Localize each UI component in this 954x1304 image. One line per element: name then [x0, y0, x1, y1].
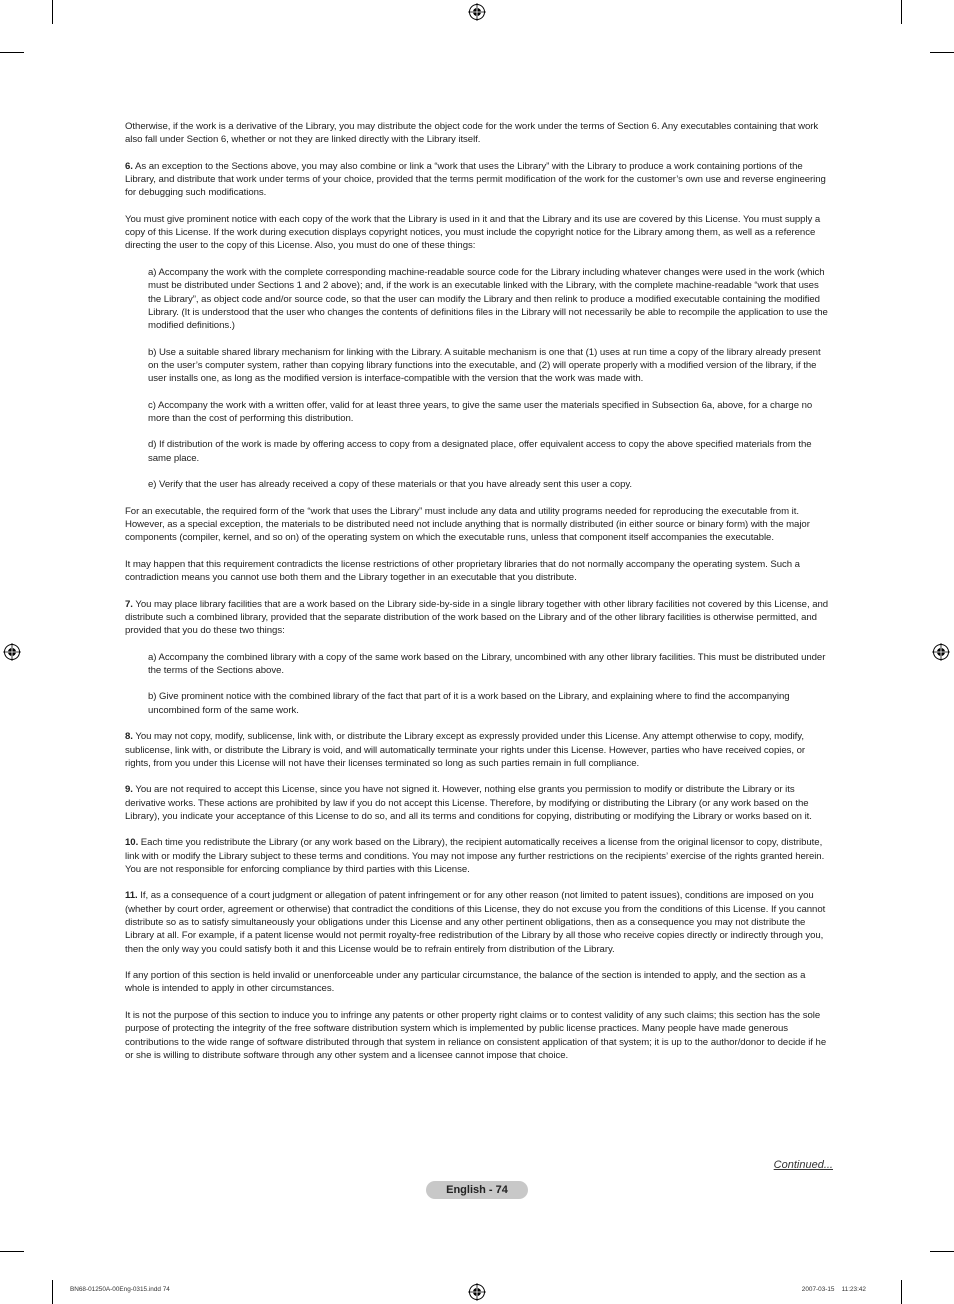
registration-mark-icon	[3, 643, 21, 661]
footer-file-name: BN68-01250A-00Eng-0315.indd 74	[70, 1286, 170, 1293]
crop-mark	[901, 0, 902, 24]
registration-mark-icon	[932, 643, 950, 661]
paragraph-text: c) Accompany the work with a written offer, valid for at least three years, to give the same user the materials specified in Subsection 6a, above, for a charge no more than the cost of performing this distribution.	[148, 399, 813, 424]
paragraph	[125, 783, 830, 823]
section-number: 10.	[125, 837, 139, 849]
paragraph	[125, 213, 830, 253]
paragraph-text: As an exception to the Sections above, you may also combine or link a “work that uses the Library” with the Library to produce a work containing portions of the Library, and distribute that work under terms of your choice, provided that the terms permit modification of the work for the customer’s own use and reverse engineering for debugging such modifications.	[125, 160, 826, 199]
paragraph-text: You may not copy, modify, sublicense, link with, or distribute the Library except as expressly provided under this License. Any attempt otherwise to copy, modify, sublicense, link with, or distribute the Library is void, and will automatically terminate your rights under this License. However, parties who have received copies, or rights, from you under this License will not have their licenses terminated so long as such parties remain in full compliance.	[125, 731, 806, 769]
indented-paragraph	[148, 266, 830, 332]
paragraph	[125, 1009, 830, 1062]
indented-paragraph	[148, 478, 830, 491]
paragraph	[125, 120, 830, 147]
crop-mark	[0, 52, 24, 53]
indented-paragraph	[148, 346, 830, 386]
indented-paragraph	[148, 690, 830, 717]
paragraph-text: It is not the purpose of this section to induce you to infringe any patents or other property right claims or to contest validity of any such claims; this section has the sole purpose of protecting the integrity of the free software distribution system which is implemented by public license practices. Many people have made generous contributions to the wide range of software distributed through that system in reliance on consistent application of that system; it is up to the author/donor to decide if he or she is willing to distribute software through any other system and a licensee cannot impose that choice.	[125, 1009, 827, 1061]
paragraph-text: d) If distribution of the work is made by offering access to copy from a designated place, offer equivalent access to copy the above specified materials from the same place.	[148, 439, 812, 464]
paragraph-text: a) Accompany the work with the complete corresponding machine-readable source code for the Library including whatever changes were used in the work (which must be distributed under Sections 1 and 2 above); and, if the work is an executable linked with the Library, with the complete machine-readable “work that uses the Library”, as object code and/or source code, so that the user can modify the Library and then relink to produce a modified executable containing the modified Library. (It is understood that the user who changes the contents of definitions files in the Library will not necessarily be able to recompile the application to use the modified definitions.)	[148, 266, 828, 332]
license-body	[125, 120, 830, 1075]
section-number: 11.	[125, 890, 138, 902]
paragraph-text: a) Accompany the combined library with a copy of the same work based on the Library, uncombined with any other library facilities. This must be distributed under the terms of the Sections above.	[148, 651, 826, 676]
crop-mark	[930, 1251, 954, 1252]
registration-mark-icon	[468, 1283, 486, 1301]
section-number: 6.	[125, 160, 133, 172]
crop-mark	[52, 0, 53, 24]
paragraph	[125, 836, 830, 876]
paragraph	[125, 558, 830, 585]
paragraph-text: It may happen that this requirement contradicts the license restrictions of other proprietary libraries that do not normally accompany the operating system. Such a contradiction means you cannot use both them and the Library together in an executable that you distribute.	[125, 558, 800, 584]
paragraph-text: If any portion of this section is held invalid or unenforceable under any particular circumstance, the balance of the section is intended to apply, and the section as a whole is intended to apply in other circumstances.	[125, 970, 806, 995]
paragraph	[125, 160, 830, 200]
paragraph-text: For an executable, the required form of the “work that uses the Library” must include any data and utility programs needed for reproducing the executable from it. However, as a special exception, the materials to be distributed need not include anything that is normally distributed (in either source or binary form) with the major components (compiler, kernel, and so on) of the operating system on which the executable runs, unless that component itself accompanies the executable.	[125, 505, 810, 544]
indented-paragraph	[148, 651, 830, 678]
section-number: 8.	[125, 731, 133, 743]
section-number: 9.	[125, 784, 133, 796]
paragraph-text: Each time you redistribute the Library (or any work based on the Library), the recipient automatically receives a license from the original licensor to copy, distribute, link with or modify the Library subject to these terms and conditions. You may not impose any further restrictions on the recipients’ exercise of the rights granted herein. You are not responsible for enforcing compliance by third parties with this License.	[125, 837, 825, 875]
paragraph-text: You must give prominent notice with each copy of the work that the Library is used in it and that the Library and its use are covered by this License. You must supply a copy of this License. If the work during execution displays copyright notices, you must include the copyright notice for the Library among them, as well as a reference directing the user to the copy of this License. Also, you must do one of these things:	[125, 213, 821, 252]
paragraph-text: You are not required to accept this License, since you have not signed it. However, nothing else grants you permission to modify or distribute the Library or its derivative works. These actions are prohibited by law if you do not accept this License. Therefore, by modifying or distributing the Library (or any work based on the Library), you indicate your acceptance of this License to do so, and all its terms and conditions for copying, distributing or modifying the Library or works based on it.	[125, 784, 812, 822]
paragraph	[125, 505, 830, 545]
crop-mark	[0, 1251, 24, 1252]
paragraph	[125, 889, 830, 955]
paragraph	[125, 969, 830, 996]
paragraph-text: e) Verify that the user has already received a copy of these materials or that you have already sent this user a copy.	[148, 479, 633, 491]
paragraph-text: b) Use a suitable shared library mechanism for linking with the Library. A suitable mechanism is one that (1) uses at run time a copy of the library already present on the user’s computer system, rather than copying library functions into the executable, and (2) will operate properly with a modified version of the library, if the user installs one, as long as the modified version is interface-compatible with the version that the work was made with.	[148, 346, 821, 385]
page-number-badge: English - 74	[426, 1181, 528, 1199]
continued-label: Continued...	[773, 1159, 833, 1171]
paragraph-text: If, as a consequence of a court judgment or allegation of patent infringement or for any other reason (not limited to patent issues), conditions are imposed on you (whether by court order, agreement or otherwise) that contradict the conditions of this License, they do not excuse you from the conditions of this License. If you cannot distribute so as to satisfy simultaneously your obligations under this License and any other pertinent obligations, then as a consequence you may not distribute the Library at all. For example, if a patent license would not permit royalty-free redistribution of the Library by all those who receive copies directly or indirectly through you, then the only way you could satisfy both it and this License would be to refrain entirely from distribution of the Library.	[125, 890, 826, 955]
paragraph-text: Otherwise, if the work is a derivative of the Library, you may distribute the object code for the work under the terms of Section 6. Any executables containing that work also fall under Section 6, whether or not they are linked directly with the Library itself.	[125, 121, 819, 146]
footer-timestamp: 2007-03-15 11:23:42	[801, 1286, 866, 1293]
paragraph-text: You may place library facilities that are a work based on the Library side-by-side in a single library together with other library facilities not covered by this License, and distribute such a combined library, provided that the separate distribution of the work based on the Library and of the other library facilities is otherwise permitted, and provided that you do these two things:	[125, 598, 829, 637]
paragraph-text: b) Give prominent notice with the combined library of the fact that part of it is a work based on the Library, and explaining where to find the accompanying uncombined form of the same work.	[148, 691, 790, 716]
indented-paragraph	[148, 399, 830, 426]
paragraph	[125, 598, 830, 638]
crop-mark	[901, 1280, 902, 1304]
registration-mark-icon	[468, 3, 486, 21]
crop-mark	[52, 1280, 53, 1304]
section-number: 7.	[125, 598, 133, 610]
paragraph	[125, 730, 830, 770]
indented-paragraph	[148, 438, 830, 465]
crop-mark	[930, 52, 954, 53]
